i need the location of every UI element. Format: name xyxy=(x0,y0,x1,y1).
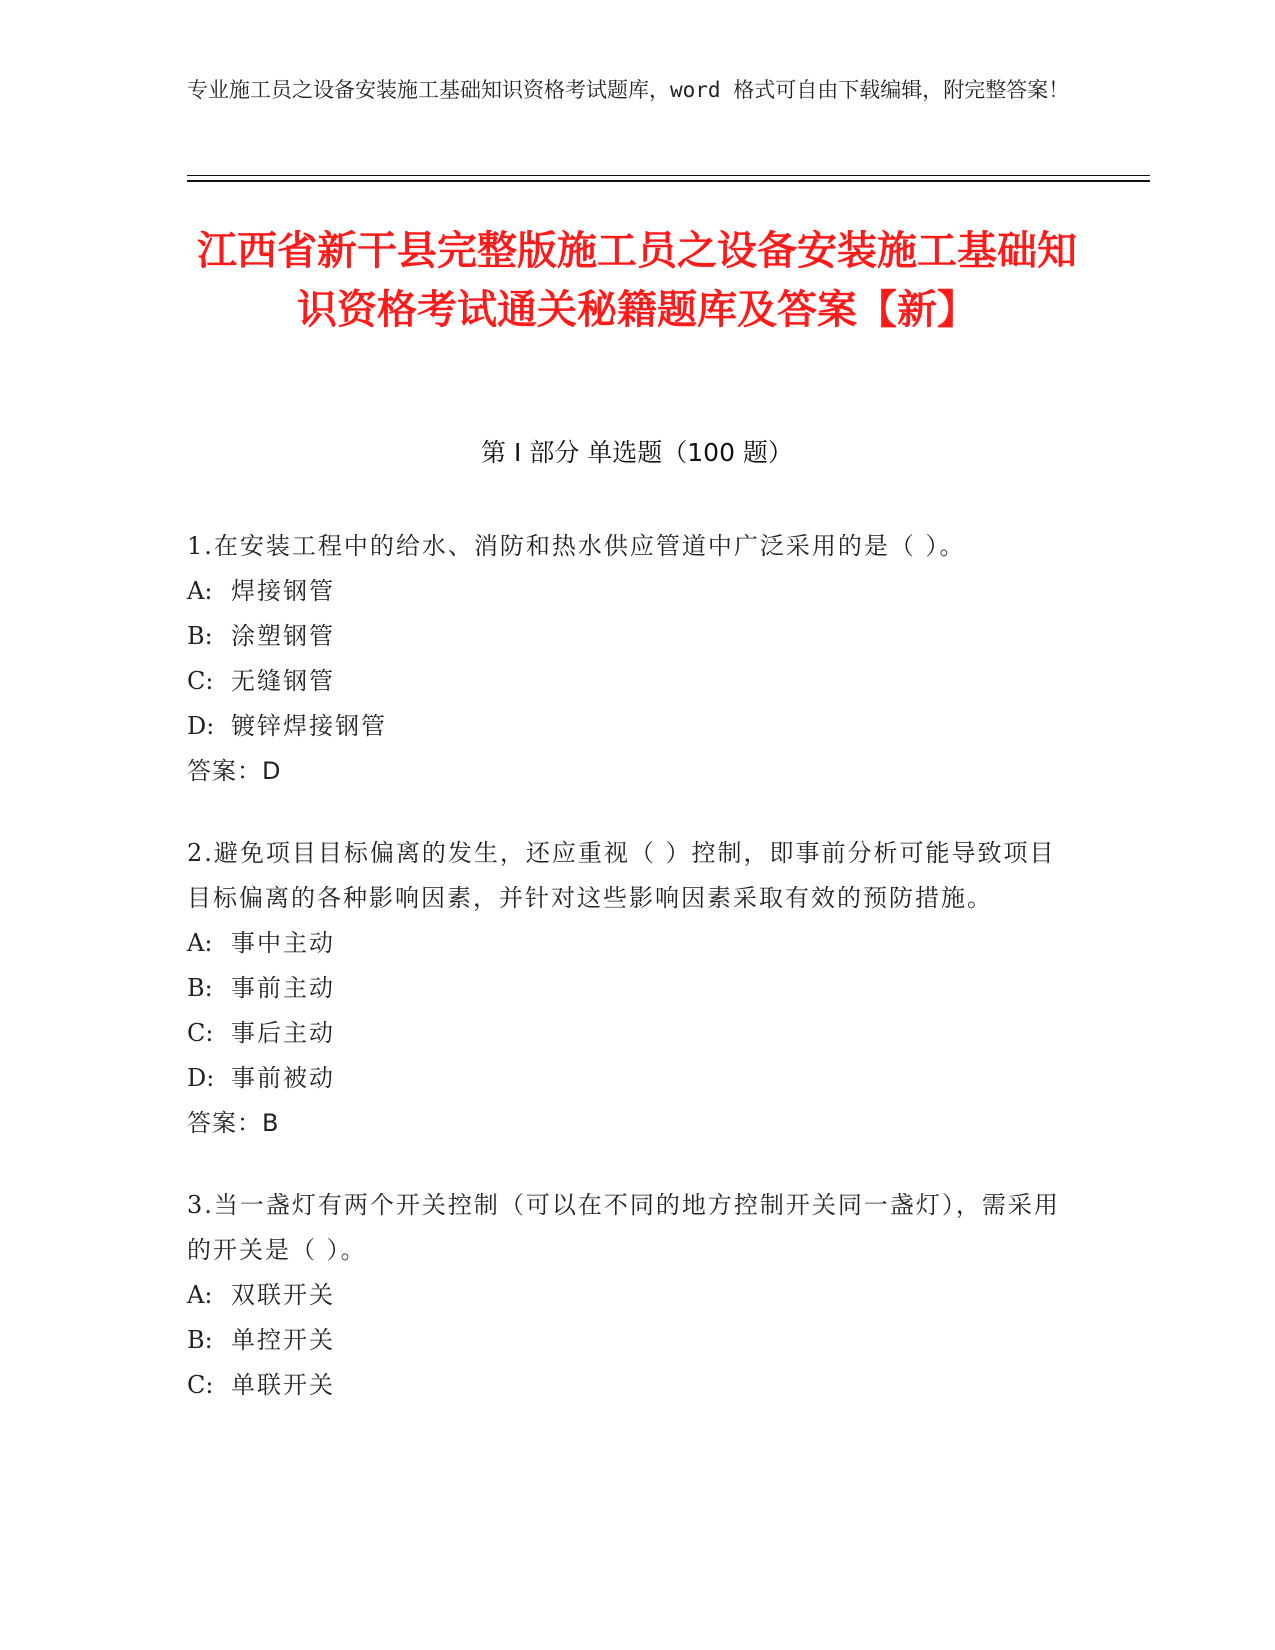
option-key: B: xyxy=(187,1326,213,1354)
option-c xyxy=(187,1363,1077,1408)
option-key: C: xyxy=(187,667,214,695)
option-b xyxy=(187,614,1077,659)
option-text: 单联开关 xyxy=(231,1371,335,1399)
option-key: A: xyxy=(187,577,213,605)
option-c xyxy=(187,1011,1077,1056)
option-a xyxy=(187,569,1077,614)
option-text: 事前被动 xyxy=(231,1064,335,1092)
option-key: D: xyxy=(187,712,215,740)
question-2 xyxy=(187,831,1077,1146)
option-d xyxy=(187,704,1077,749)
option-key: B: xyxy=(187,974,213,1002)
option-b xyxy=(187,966,1077,1011)
option-text: 镀锌焊接钢管 xyxy=(231,712,387,740)
option-b xyxy=(187,1318,1077,1363)
option-key: C: xyxy=(187,1371,214,1399)
option-text: 双联开关 xyxy=(231,1281,335,1309)
option-text: 事中主动 xyxy=(231,929,335,957)
header-note: 专业施工员之设备安装施工基础知识资格考试题库，word 格式可自由下载编辑，附完整答案！ xyxy=(187,78,1070,102)
answer-line: 答案：B xyxy=(187,1109,280,1137)
option-text: 事前主动 xyxy=(231,974,335,1002)
option-text: 事后主动 xyxy=(231,1019,335,1047)
header-divider-thick xyxy=(187,180,1150,182)
question-3 xyxy=(187,1183,1077,1408)
section-title: 第 I 部分 单选题（100 题） xyxy=(481,438,793,467)
option-text: 无缝钢管 xyxy=(231,667,335,695)
option-d xyxy=(187,1056,1077,1101)
option-key: A: xyxy=(187,1281,213,1309)
option-key: B: xyxy=(187,622,213,650)
question-list xyxy=(187,524,1077,1445)
option-a xyxy=(187,921,1077,966)
header-divider-thin xyxy=(187,175,1150,176)
option-text: 焊接钢管 xyxy=(231,577,335,605)
option-text: 单控开关 xyxy=(231,1326,335,1354)
option-key: D: xyxy=(187,1064,215,1092)
option-key: C: xyxy=(187,1019,214,1047)
option-a xyxy=(187,1273,1077,1318)
question-stem: 1.在安装工程中的给水、消防和热水供应管道中广泛采用的是（ ）。 xyxy=(187,532,966,560)
document-title: 江西省新干县完整版施工员之设备安装施工基础知识资格考试通关秘籍题库及答案【新】 xyxy=(197,228,1077,333)
option-text: 涂塑钢管 xyxy=(231,622,335,650)
answer-line: 答案：D xyxy=(187,757,282,785)
option-key: A: xyxy=(187,929,213,957)
question-1 xyxy=(187,524,1077,794)
option-c xyxy=(187,659,1077,704)
question-stem: 2.避免项目目标偏离的发生，还应重视（ ）控制，即事前分析可能导致项目目标偏离的各种影响因素，并针对这些影响因素采取有效的预防措施。 xyxy=(187,839,1056,912)
question-stem: 3.当一盏灯有两个开关控制（可以在不同的地方控制开关同一盏灯），需采用的开关是（ ）。 xyxy=(187,1191,1060,1264)
